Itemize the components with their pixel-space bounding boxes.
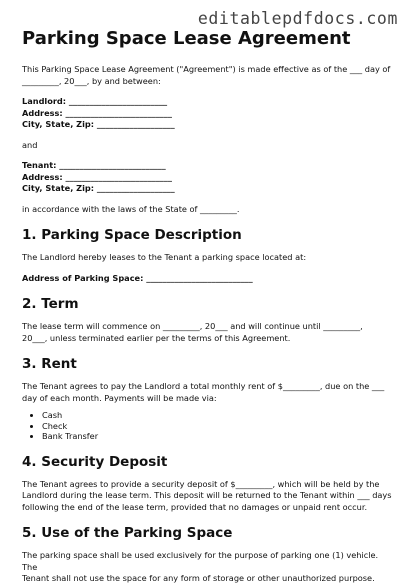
section-text: The Tenant agrees to provide a security deposit of $_________, which will be held by the [22,478,380,489]
section-heading: 1. Parking Space Description [22,227,242,243]
document-page [22,28,392,585]
site-watermark: editablepdfdocs.com [197,9,398,28]
payment-methods-list [22,410,392,442]
section-text: The Landlord hereby leases to the Tenant a parking space located at: [22,252,307,262]
section-text: Landlord during the lease term. This deposit will be returned to the Tenant within ___ days [22,490,392,500]
section-text: The lease term will commence on _________, 20___ and will continue until _________, [22,321,363,331]
section-heading: 5. Use of the Parking Space [22,525,233,541]
landlord-city-state-zip-field: City, State, Zip: ___________________ [22,119,175,129]
section-heading: 3. Rent [22,356,77,372]
list-item: • Cash [42,410,392,421]
tenant-field: Tenant: __________________________ [22,160,166,170]
document-title: Parking Space Lease Agreement [22,28,351,49]
intro-line: _________, 20___, by and between: [22,75,161,86]
and-text: and [22,139,38,150]
section-text: following the end of the lease term, provided that no damages or unpaid rent occur. [22,501,368,512]
section-heading: 2. Term [22,296,79,312]
tenant-address-field: Address: __________________________ [22,171,172,182]
parking-address-field: Address of Parking Space: __________________________ [22,272,253,283]
section-text: The Tenant agrees to pay the Landlord a total monthly rent of $_________, due on the ___ [22,381,385,391]
list-item: • Bank Transfer [42,431,392,442]
section-text: day of each month. Payments will be made via: [22,392,217,403]
governing-law-line: in accordance with the laws of the State of _________. [22,203,240,214]
tenant-city-state-zip-field: City, State, Zip: ___________________ [22,183,175,193]
list-item: • Check [42,421,392,432]
section-text: The parking space shall be used exclusively for the purpose of parking one (1) vehicle. The [22,550,379,572]
section-text: Tenant shall not use the space for any form of storage or other unauthorized purpose. [22,573,375,583]
intro-line: This Parking Space Lease Agreement ("Agreement") is made effective as of the ___ day of [22,64,391,74]
landlord-field: Landlord: ________________________ [22,96,168,106]
section-heading: 4. Security Deposit [22,453,168,470]
section-text: 20___, unless terminated earlier per the terms of this Agreement. [22,332,291,343]
landlord-address-field: Address: __________________________ [22,107,172,118]
